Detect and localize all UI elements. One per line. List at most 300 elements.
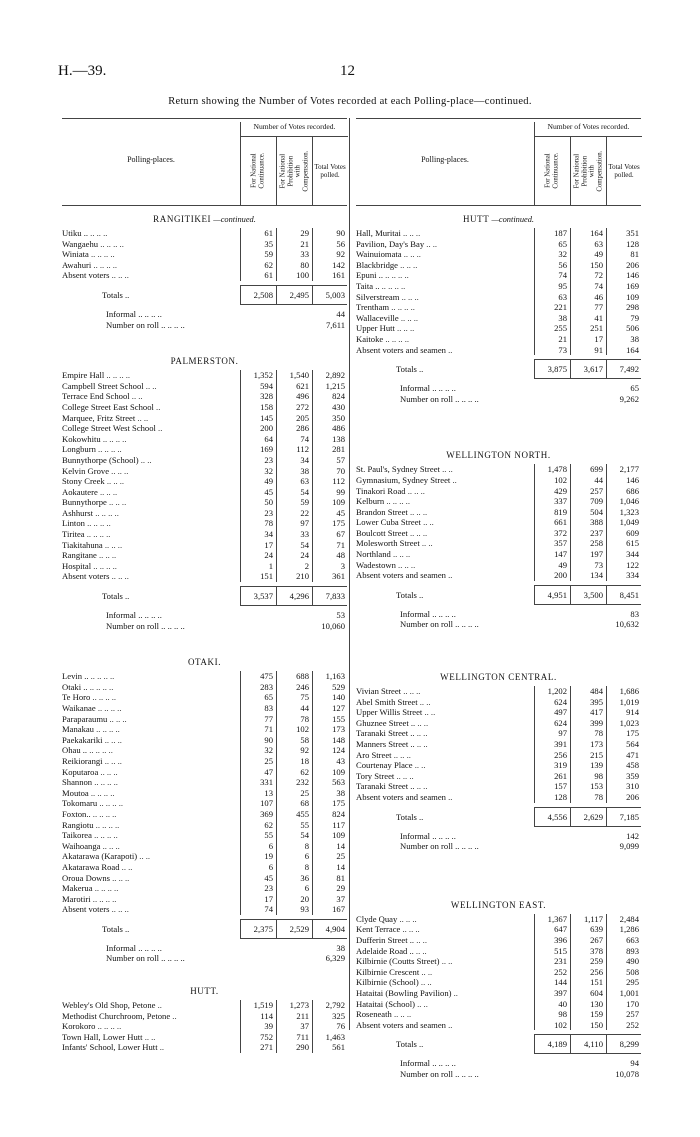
polling-place-label: Absent voters and seamen (356, 1019, 446, 1030)
leader-dots: .. .. (398, 312, 412, 323)
section-title-text: WELLINGTON EAST. (450, 899, 547, 910)
leader-dots: .. .. (97, 486, 111, 497)
leader-dots: .. (104, 518, 111, 529)
section-right-0 (356, 206, 641, 404)
prohibition-votes: 272 (296, 401, 309, 412)
leader-dots: .. .. (109, 872, 123, 883)
prohibition-votes: 80 (300, 259, 309, 270)
total-votes: 295 (626, 977, 639, 988)
table-row (62, 487, 347, 498)
leader-dots: .. (103, 529, 111, 540)
total-votes: 81 (336, 872, 345, 883)
prohibition-votes: 72 (594, 270, 603, 281)
continuance-votes: 59 (264, 249, 273, 260)
prohibition-votes: 159 (590, 1009, 603, 1020)
section-left-2 (62, 649, 347, 964)
prohibition-votes: 378 (590, 945, 603, 956)
votes-recorded-heading: Number of Votes recorded. (240, 122, 348, 137)
table-row (62, 529, 347, 540)
leader-dots: .. (150, 380, 157, 391)
polling-place-name (62, 851, 240, 862)
leader-dots: .. (414, 998, 422, 1009)
prohibition-votes: 75 (300, 692, 309, 703)
polling-place-name (62, 692, 240, 703)
prohibition-votes: 78 (594, 728, 603, 739)
polling-place-label: Awahuri (62, 259, 92, 270)
table-row (62, 434, 347, 445)
polling-place-label: Waikanae (62, 703, 96, 713)
continuance-votes: 158 (260, 401, 273, 412)
polling-place-label: Aokautere (62, 486, 98, 497)
prohibition-votes: 78 (594, 791, 603, 802)
total-votes: 529 (332, 681, 345, 692)
prohibition-votes: 97 (300, 518, 309, 529)
column-header (62, 118, 347, 206)
column-heading-text: For National Continuance. (250, 152, 266, 190)
leader-dots: .. (410, 913, 417, 924)
leader-dots: .. (419, 760, 426, 771)
table-row (62, 381, 347, 392)
leader-dots: .. .. .. (95, 1021, 115, 1032)
roll-row (62, 320, 347, 331)
column-heading-text: For National Prohibition with Compensation. (572, 150, 603, 192)
left-column (62, 118, 347, 1053)
total-votes: 663 (626, 934, 639, 945)
table-row (62, 841, 347, 852)
polling-place-label: Adelaide Road .. (356, 945, 414, 956)
leader-dots: .. (425, 966, 433, 977)
leader-dots: .. (109, 550, 117, 561)
table-row (62, 777, 347, 788)
continuance-votes: 1,478 (547, 464, 567, 475)
prohibition-votes: 388 (590, 517, 603, 528)
leader-dots: .. (410, 259, 418, 270)
continuance-votes: 102 (554, 474, 567, 485)
table-row (356, 528, 641, 539)
polling-place-name (62, 249, 240, 260)
continuance-votes: 65 (264, 692, 273, 703)
leader-dots: .. .. .. (104, 370, 124, 381)
leader-dots: .. (424, 238, 431, 249)
prohibition-votes: 49 (594, 249, 603, 260)
total-votes: 281 (332, 444, 345, 455)
prohibition-votes: 34 (300, 454, 309, 465)
leader-dots: .. (116, 798, 123, 809)
polling-place-label: Wallaceville (356, 312, 399, 323)
polling-place-label: Upper Hutt (356, 323, 395, 334)
continuance-votes: 55 (264, 830, 273, 841)
continuance-votes: 200 (260, 423, 273, 434)
section-title-text: HUTT. (190, 986, 219, 997)
column-heading-3 (313, 139, 347, 203)
polling-place-name (62, 476, 240, 487)
polling-place-label: Upper Willis Street (356, 707, 423, 718)
polling-place-label: Tory Street (356, 770, 395, 781)
leader-dots: .. (136, 391, 143, 402)
continuance-votes: 13 (264, 787, 273, 798)
prohibition-votes: 62 (300, 766, 309, 777)
leader-dots: .. (446, 956, 453, 967)
polling-place-name (356, 496, 534, 507)
roll-label: Number on roll .. .. .. .. (106, 319, 185, 330)
prohibition-votes: 54 (300, 486, 309, 497)
roll-label: Number on roll .. .. .. .. (106, 620, 185, 631)
continuance-votes: 819 (554, 506, 567, 517)
prohibition-votes: 197 (590, 549, 603, 560)
leader-dots: .. (446, 464, 453, 475)
prohibition-votes: 399 (590, 717, 603, 728)
polling-place-name (62, 809, 240, 820)
total-votes: 146 (626, 270, 639, 281)
total-votes: 148 (332, 734, 345, 745)
continuance-votes: 63 (558, 291, 567, 302)
continuance-votes: 49 (558, 559, 567, 570)
continuance-votes: 497 (554, 707, 567, 718)
leader-dots: .. (170, 1010, 177, 1021)
polling-place-label: Marotiri (62, 893, 91, 904)
leader-dots: .. (135, 412, 142, 423)
leader-dots: .. .. .. (384, 496, 404, 507)
total-votes: 173 (332, 724, 345, 735)
totals-prohibition: 4,296 (289, 591, 309, 602)
total-votes: 128 (626, 238, 639, 249)
leader-dots: .. .. (102, 539, 116, 550)
prohibition-votes: 455 (296, 808, 309, 819)
total-votes: 76 (336, 1021, 345, 1032)
polling-place-label: Koputaroa (62, 766, 99, 777)
section-rows (356, 686, 641, 803)
leader-dots: .. (129, 391, 137, 402)
leader-dots: .. .. (390, 549, 404, 560)
leader-dots: .. (414, 934, 421, 945)
table-row (356, 292, 641, 303)
polling-place-name (356, 750, 534, 761)
prohibition-votes: 484 (590, 686, 603, 697)
totals-continuance: 2,508 (253, 289, 273, 300)
prohibition-votes: 63 (594, 238, 603, 249)
polling-place-label: Manakau (62, 724, 94, 735)
polling-place-label: Bunnythorpe (62, 497, 107, 508)
polling-place-name (62, 1032, 240, 1043)
polling-place-name (62, 745, 240, 756)
polling-place-label: Rangitane (62, 550, 97, 561)
polling-place-name (356, 313, 534, 324)
table-row (62, 692, 347, 703)
continuance-votes: 21 (558, 333, 567, 344)
prohibition-votes: 604 (590, 987, 603, 998)
total-votes: 1,463 (325, 1031, 345, 1042)
page-title: Return showing the Number of Votes recorded at each Polling-place—continued. (168, 96, 532, 107)
total-votes: 140 (332, 692, 345, 703)
section-rows (62, 228, 347, 281)
continuance-votes: 429 (554, 485, 567, 496)
leader-dots: .. (421, 728, 428, 739)
polling-place-name (62, 571, 240, 582)
table-row (62, 518, 347, 529)
total-votes: 1,286 (619, 924, 639, 935)
polling-place-name (356, 771, 534, 782)
continuance-votes: 19 (264, 851, 273, 862)
continuance-votes: 221 (554, 302, 567, 313)
prohibition-votes: 150 (590, 259, 603, 270)
leader-dots: .. (398, 280, 406, 291)
continuance-votes: 17 (264, 539, 273, 550)
prohibition-votes: 211 (296, 1010, 309, 1021)
prohibition-votes: 77 (594, 302, 603, 313)
polling-place-label: Absent voters and seamen (356, 791, 446, 802)
informal-votes: 44 (336, 308, 345, 319)
prohibition-votes: 258 (590, 538, 603, 549)
prohibition-votes: 711 (296, 1031, 309, 1042)
leader-dots: .. .. (109, 571, 123, 582)
number-on-roll: 10,060 (321, 620, 345, 631)
leader-dots: .. (408, 559, 416, 570)
table-row (356, 771, 641, 782)
informal-label: Informal .. .. .. .. (400, 830, 456, 841)
polling-place-name (62, 370, 240, 381)
leader-dots: .. (157, 1042, 165, 1053)
section-title (62, 206, 347, 228)
prohibition-votes: 68 (300, 798, 309, 809)
continuance-votes: 98 (558, 1009, 567, 1020)
prohibition-votes: 74 (300, 433, 309, 444)
leader-dots: .. .. .. (97, 798, 117, 809)
leader-dots: .. (413, 945, 421, 956)
total-votes: 164 (626, 344, 639, 355)
section-left-1 (62, 348, 347, 631)
total-votes: 2,484 (619, 913, 639, 924)
roll-row (356, 619, 641, 630)
leader-dots: .. (439, 464, 447, 475)
prohibition-votes: 38 (300, 465, 309, 476)
polling-place-label: Pavilion, Day's Bay (356, 238, 425, 249)
informal-row (356, 383, 641, 394)
continuance-votes: 357 (554, 538, 567, 549)
leader-dots: .. (404, 1009, 412, 1020)
continuance-votes: 151 (260, 571, 273, 582)
prohibition-votes: 25 (300, 787, 309, 798)
leader-dots: .. .. (399, 291, 413, 302)
leader-dots: .. (403, 549, 411, 560)
polling-place-label: Kilbirnie (School) (356, 977, 419, 988)
polling-place-label: Empire Hall (62, 370, 105, 381)
prohibition-votes: 54 (300, 830, 309, 841)
total-votes: 70 (336, 465, 345, 476)
continuance-votes: 624 (554, 696, 567, 707)
leader-dots: .. (111, 830, 118, 841)
prohibition-votes: 151 (590, 977, 603, 988)
total-votes: 127 (332, 703, 345, 713)
polling-place-name (356, 792, 534, 803)
leader-dots: .. (120, 713, 127, 724)
document-reference: H.—39. (58, 63, 107, 79)
polling-place-label: Foxton.. (62, 808, 91, 819)
prohibition-votes: 33 (300, 249, 309, 260)
continuance-votes: 102 (554, 1019, 567, 1030)
table-row (356, 260, 641, 271)
leader-dots: .. (122, 571, 129, 582)
polling-place-name (62, 788, 240, 799)
polling-place-name (62, 455, 240, 466)
polling-place-name (356, 302, 534, 313)
leader-dots: .. (413, 686, 421, 697)
continuance-votes: 1 (268, 560, 273, 571)
table-row (62, 239, 347, 250)
section-title-text: OTAKI. (187, 657, 222, 668)
prohibition-votes: 59 (300, 497, 309, 508)
leader-dots: .. .. (100, 840, 114, 851)
table-row (356, 697, 641, 708)
leader-dots: .. (426, 538, 433, 549)
totals-total: 7,185 (619, 811, 639, 822)
total-votes: 14 (336, 840, 345, 851)
table-row (62, 671, 347, 682)
prohibition-votes: 139 (590, 760, 603, 771)
prohibition-votes: 24 (300, 550, 309, 561)
leader-dots: .. .. .. (84, 529, 104, 540)
total-votes: 430 (332, 401, 345, 412)
prohibition-votes: 257 (590, 485, 603, 496)
leader-dots: .. (122, 904, 129, 915)
polling-place-name (356, 924, 534, 935)
table-row (62, 745, 347, 756)
leader-dots: .. .. (109, 465, 122, 476)
leader-dots: .. .. .. (93, 724, 114, 735)
polling-place-label: Marquee, Fritz Street (62, 412, 136, 423)
polling-place-name (356, 538, 534, 549)
prohibition-votes: 37 (300, 1021, 309, 1032)
prohibition-votes: 63 (300, 476, 309, 487)
continuance-votes: 397 (554, 987, 567, 998)
leader-dots: .. (115, 755, 122, 766)
prohibition-votes: 1,540 (289, 370, 309, 381)
polling-place-label: College Street West School (62, 423, 156, 434)
table-row (356, 718, 641, 729)
total-votes: 361 (332, 571, 345, 582)
prohibition-votes: 36 (300, 872, 309, 883)
continuance-votes: 1,519 (253, 1000, 273, 1011)
polling-place-name (62, 391, 240, 402)
total-votes: 564 (626, 739, 639, 749)
totals-row (356, 585, 641, 605)
total-votes: 350 (332, 412, 345, 423)
polling-place-label: Hospital (62, 560, 92, 571)
leader-dots: .. .. (394, 770, 408, 781)
continuance-votes: 83 (264, 703, 273, 713)
table-row (356, 924, 641, 935)
leader-dots: .. (113, 724, 120, 735)
table-row (356, 999, 641, 1010)
continuance-votes: 283 (260, 681, 273, 692)
leader-dots: .. (445, 791, 453, 802)
total-votes: 122 (626, 559, 639, 570)
prohibition-votes: 173 (590, 739, 603, 749)
polling-place-name (62, 402, 240, 413)
totals-prohibition: 4,110 (583, 1039, 603, 1050)
polling-place-label: Kokowhitu (62, 433, 101, 444)
table-row (356, 313, 641, 324)
leader-dots: .. (141, 412, 149, 423)
votes-recorded-heading: Number of Votes recorded. (534, 122, 642, 137)
polling-place-label: Moutoa (62, 787, 89, 798)
prohibition-votes: 153 (590, 781, 603, 792)
table-row (356, 781, 641, 792)
roll-row (62, 953, 347, 964)
roll-row (356, 394, 641, 405)
polling-place-name (62, 487, 240, 498)
prohibition-votes: 259 (590, 956, 603, 967)
column-header (356, 118, 641, 206)
prohibition-votes: 98 (594, 770, 603, 781)
roll-row (62, 621, 347, 632)
leader-dots: .. (145, 454, 152, 465)
leader-dots: .. .. (391, 749, 405, 760)
prohibition-votes: 112 (296, 444, 309, 455)
polling-place-name (356, 686, 534, 697)
continuance-votes: 624 (554, 717, 567, 728)
total-votes: 563 (332, 777, 345, 788)
totals-row (62, 919, 347, 939)
total-votes: 124 (332, 745, 345, 756)
leader-dots: .. (419, 966, 426, 977)
totals-prohibition: 3,617 (583, 364, 603, 375)
continuance-votes: 56 (558, 259, 567, 270)
informal-label: Informal .. .. .. .. (400, 1058, 456, 1069)
table-row (62, 1011, 347, 1022)
total-votes: 99 (336, 486, 345, 497)
continuance-votes: 256 (554, 749, 567, 760)
leader-dots: .. .. .. (88, 787, 109, 798)
totals-total: 7,492 (619, 364, 639, 375)
continuance-votes: 62 (264, 819, 273, 830)
leader-dots: .. (420, 517, 428, 528)
leader-dots: .. .. .. (84, 518, 105, 529)
table-row (62, 820, 347, 831)
continuance-votes: 73 (558, 344, 567, 355)
leader-dots: .. .. (397, 913, 411, 924)
informal-row (62, 309, 347, 320)
continuance-votes: 35 (264, 238, 273, 249)
leader-dots: .. .. (109, 904, 123, 915)
polling-place-label: Akatarawa (Karapoti) (62, 851, 138, 862)
table-row (62, 894, 347, 905)
leader-dots: .. (439, 956, 446, 967)
prohibition-votes: 205 (296, 412, 309, 423)
total-votes: 615 (626, 538, 639, 549)
leader-dots: .. (155, 423, 163, 434)
column-heading-text: Total Votes polled. (314, 163, 346, 179)
polling-place-label: Town Hall, Lower Hutt (62, 1031, 143, 1042)
leader-dots: .. (143, 380, 151, 391)
continuance-votes: 23 (264, 454, 273, 465)
table-row (356, 707, 641, 718)
prohibition-votes: 78 (300, 713, 309, 724)
total-votes: 609 (626, 527, 639, 538)
leader-dots: .. .. (401, 686, 414, 697)
column-divider (349, 118, 350, 1030)
continuance-votes: 61 (264, 228, 273, 238)
continuance-votes: 24 (264, 550, 273, 561)
total-votes: 79 (630, 312, 639, 323)
leader-dots: .. .. (394, 323, 408, 334)
number-on-roll: 10,078 (615, 1068, 639, 1079)
informal-votes: 83 (630, 608, 639, 619)
informal-label: Informal .. .. .. .. (106, 308, 162, 319)
table-row (356, 967, 641, 978)
section-title (62, 978, 347, 1000)
column-heading-2 (277, 139, 311, 203)
continuance-votes: 62 (264, 259, 273, 270)
